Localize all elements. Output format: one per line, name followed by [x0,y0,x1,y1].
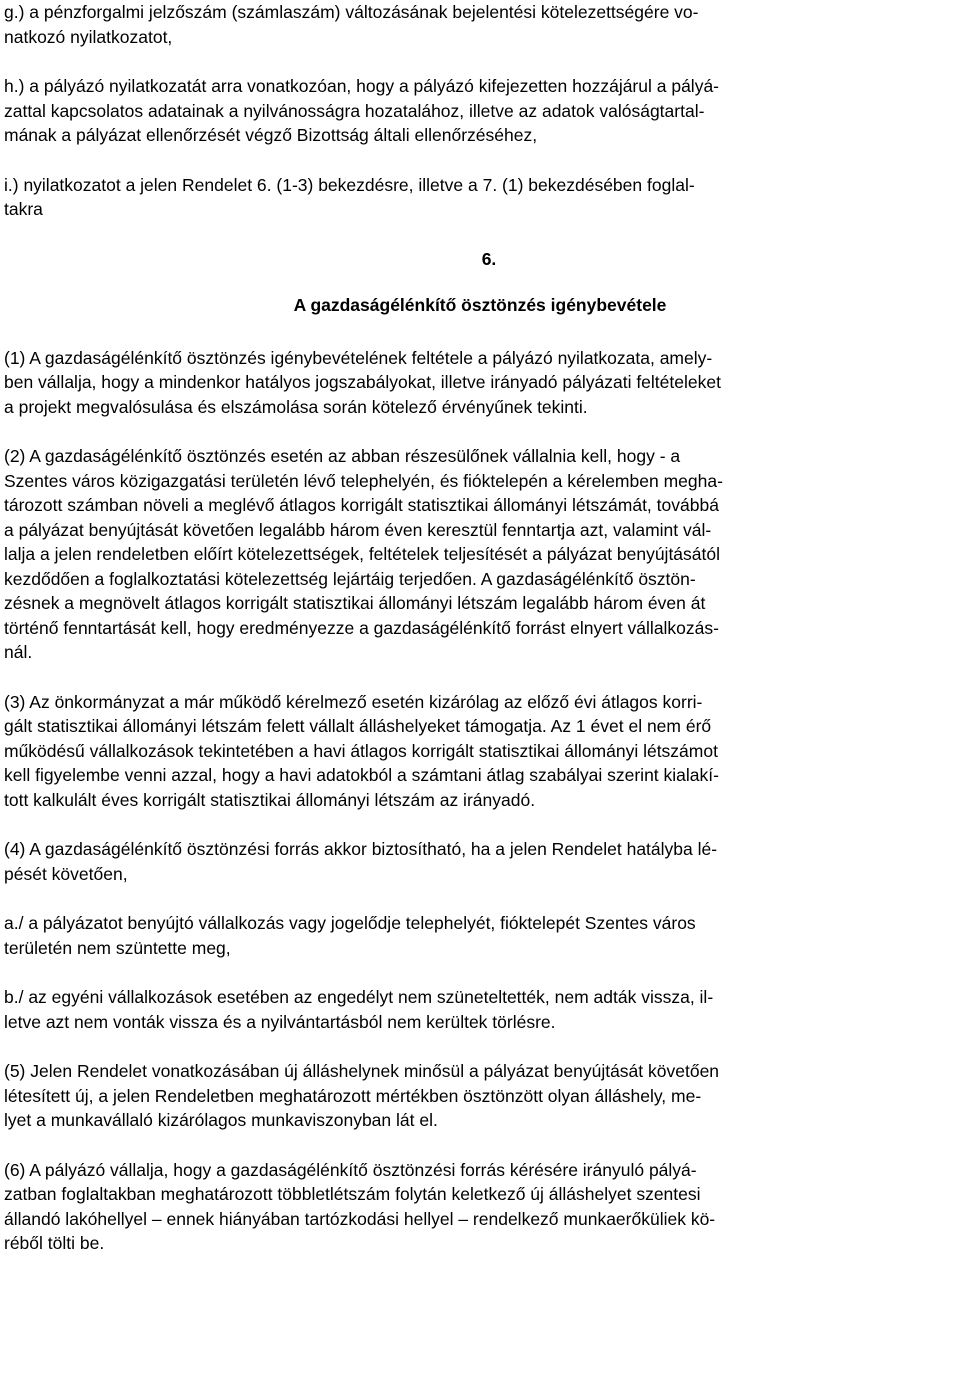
list-item-g: g.) a pénzforgalmi jelzőszám (számlaszám) változásának bejelentési kötelezettségére vo- natkozó nyilatkozatot, [4,2,699,47]
section-heading [4,247,956,272]
section-number: 6. [481,248,497,269]
paragraph-6: (6) A pályázó vállalja, hogy a gazdaságélénkítő ösztönzési forrás kérésére irányuló pályá- zatban foglaltakban meghatározott többletlétszám folytán keletkező új álláshelyet szentesi állandó lakóhellyel – ennek hiányában tartózkodási hellyel – rendelkező munkaerőküliek kö- réből tölti be. [4,1159,716,1253]
paragraph-1: (1) A gazdaságélénkítő ösztönzés igénybevételének feltétele a pályázó nyilatkozata, amely- ben vállalja, hogy a mindenkor hatályos jogszabályokat, illetve irányadó pályázati feltételeket a projekt megvalósulása és elszámolása során kötelező érvényűnek tekinti. [4,347,721,417]
paragraph-3: (3) Az önkormányzat a már működő kérelmező esetén kizárólag az előző évi átlagos korri- gált statisztikai állományi létszám felett vállalt álláshelyeket támogatja. Az 1 évet el nem érő működésű vállalkozások tekintetében a havi átlagos korrigált statisztikai állományi létszámot kell figyelembe venni azzal, hogy a havi adatokból a számtani átlag szabályai szerint kialakí- tott kalkulált éves korrigált statisztikai állományi létszám az irányadó. [4,691,719,810]
list-item-h: h.) a pályázó nyilatkozatát arra vonatkozóan, hogy a pályázó kifejezetten hozzájárul a pályá- zattal kapcsolatos adatainak a nyilvánosságra hozatalához, illetve az adatok valóságtartal- mának a pályázat ellenőrzését végző Bizottság általi ellenőrzéséhez, [4,76,720,145]
list-item-i: i.) nyilatkozatot a jelen Rendelet 6. (1-3) bekezdésre, illetve a 7. (1) bekezdésében foglal- takra [4,174,695,219]
paragraph-4b: b./ az egyéni vállalkozások esetében az engedélyt nem szüneteltették, nem adták vissza, il- letve azt nem vonták vissza és a nyilvántartásból nem kerültek törlésre. [4,987,714,1032]
section-title: A gazdaságélénkítő ösztönzés igénybevétele [293,295,667,315]
paragraph-5: (5) Jelen Rendelet vonatkozásában új álláshelynek minősül a pályázat benyújtását követően létesített új, a jelen Rendeletben meghatározott mértékben ösztönzött olyan álláshely, me- lyet a munkavállaló kizárólagos munkaviszonyban lát el. [4,1061,720,1130]
paragraph-4: (4) A gazdaságélénkítő ösztönzési forrás akkor biztosítható, ha a jelen Rendelet hatályba lé- pését követően, [4,839,718,884]
paragraph-2: (2) A gazdaságélénkítő ösztönzés esetén az abban részesülőnek vállalnia kell, hogy - a Szentes város közigazgatási területén lévő telephelyén, és fióktelepén a kérelemben megha- tározott számban növeli a meglévő átlagos korrigált statisztikai állományi létszámát, továbbá a pályázat benyújtását követően legalább három éven keresztül fenntartja azt, valamint vál- lalja a jelen rendeletben előírt kötelezettségek, feltételek teljesítését a pályázat benyújtásától kezdődően a foglalkoztatási kötelezettség lejártáig terjedően. A gazdaságélénkítő ösztön- zésnek a megnövelt átlagos korrigált statisztikai állományi létszám legalább három éven át történő fenntartását kell, hogy eredményezze a gazdaságélénkítő forrást elnyert vállalkozás- nál. [4,446,723,662]
paragraph-4a: a./ a pályázatot benyújtó vállalkozás vagy jogelődje telephelyét, fióktelepét Szentes város területén nem szüntette meg, [4,913,696,958]
section-title-line [4,293,956,318]
document-page [4,0,956,1256]
